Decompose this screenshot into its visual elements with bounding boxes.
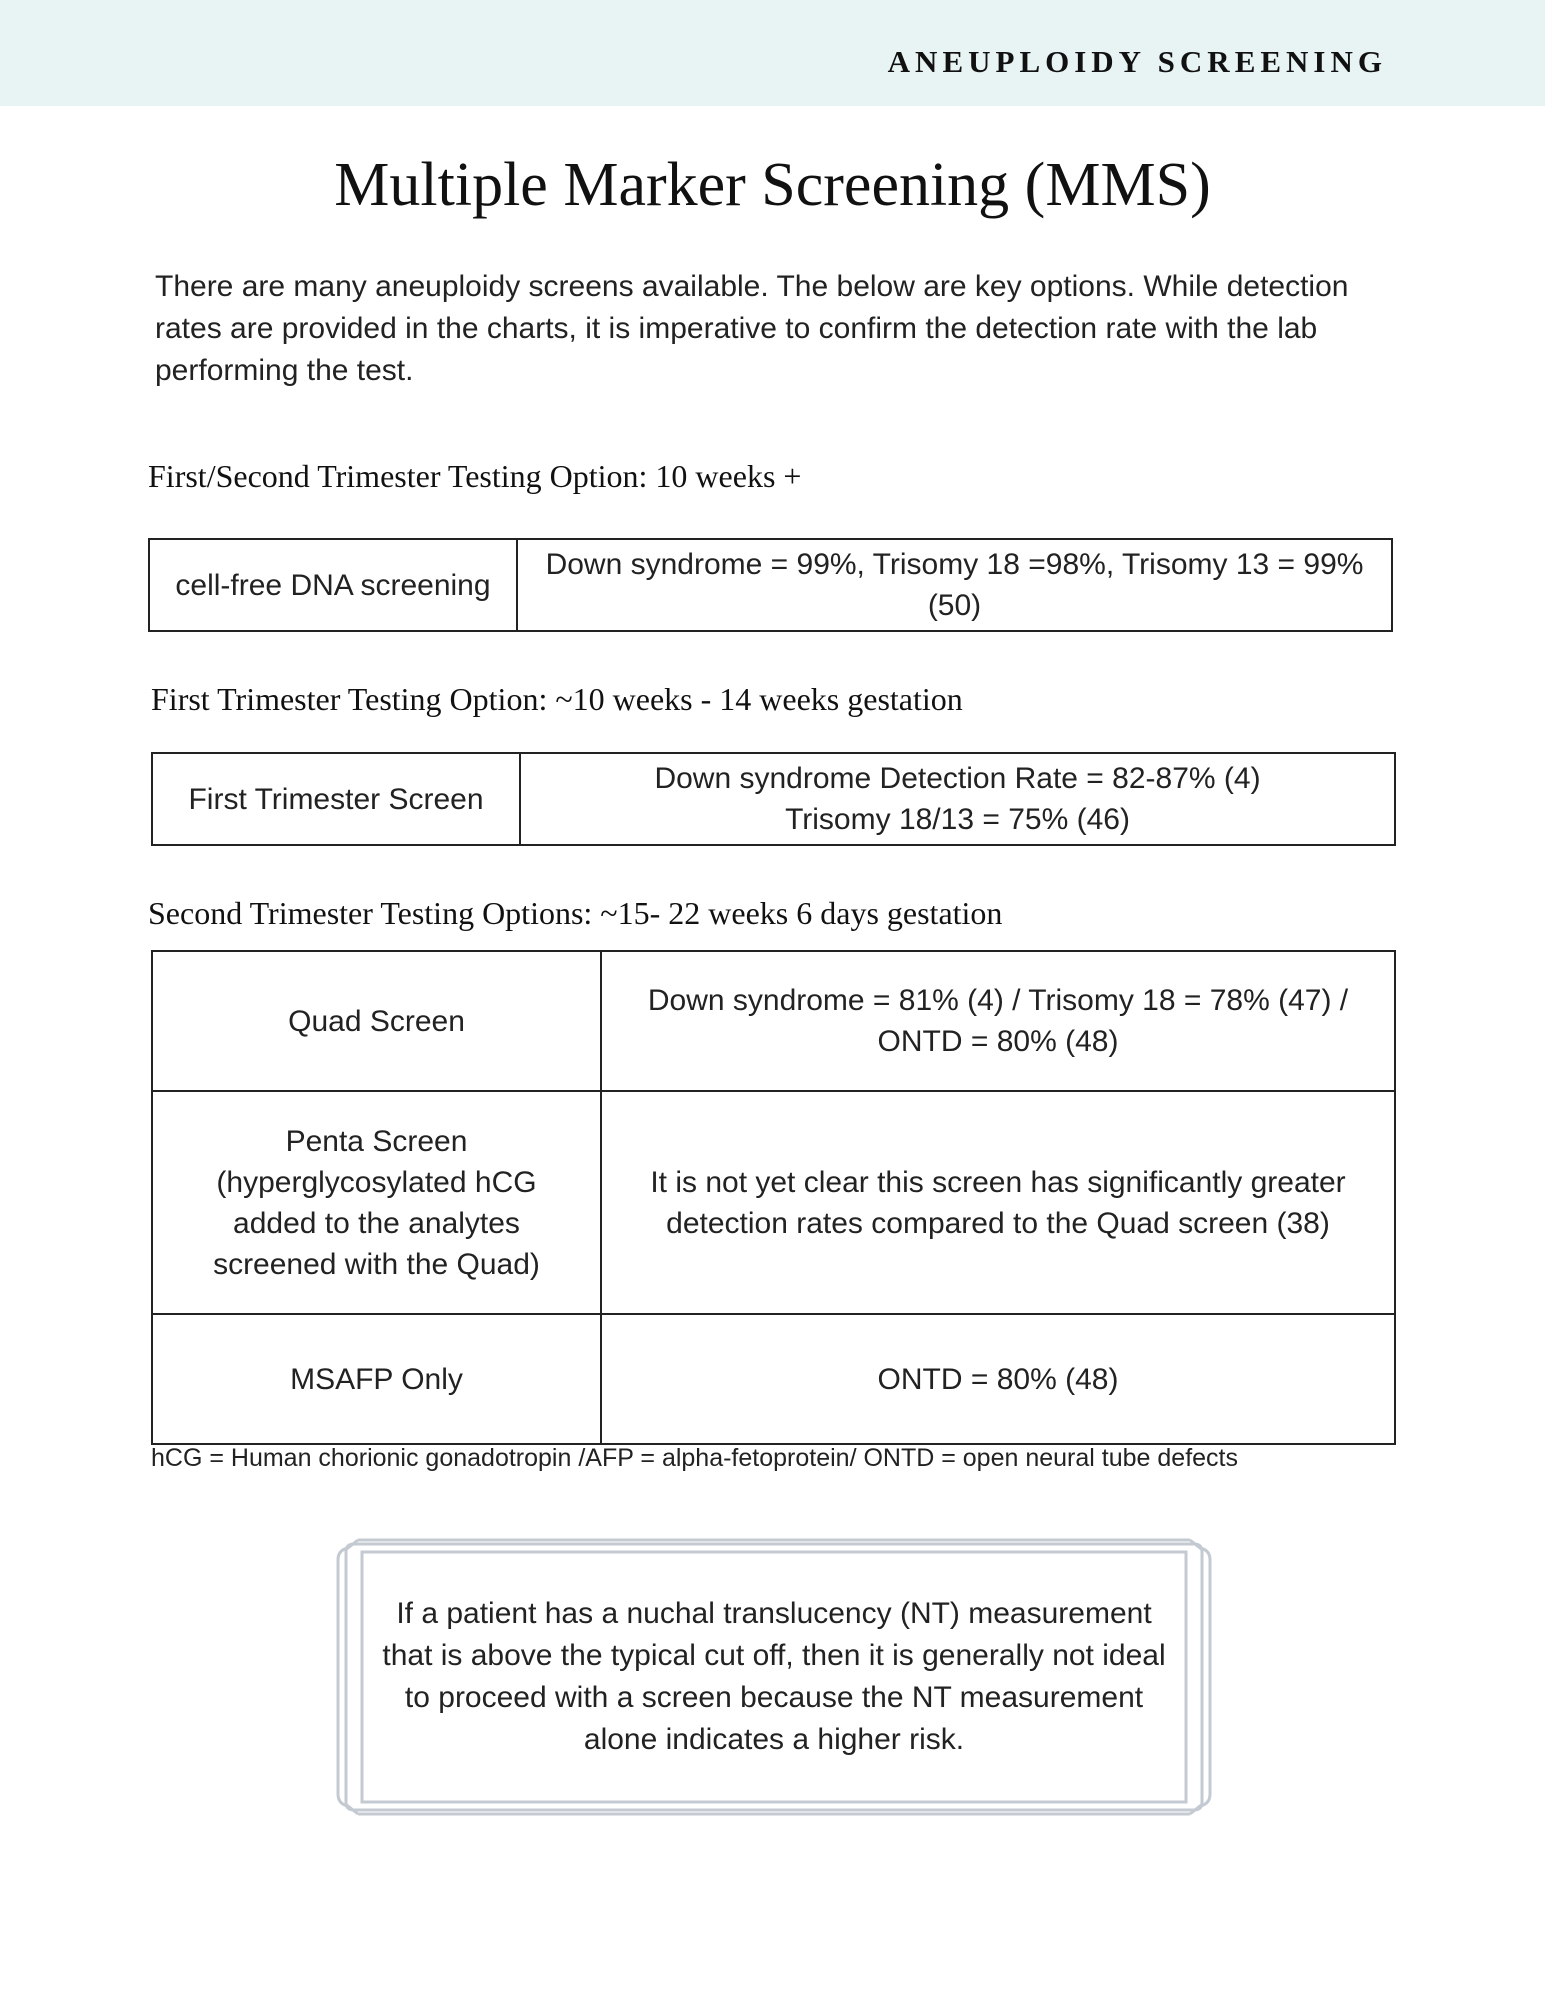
test-name-cell [152, 1314, 601, 1444]
detection-rate-cell [517, 539, 1392, 631]
detection-rate-cell [601, 1314, 1395, 1444]
first-trimester-table [151, 752, 1396, 846]
detection-rate-line: Down syndrome Detection Rate = 82-87% (4) [654, 762, 1261, 795]
test-name: MSAFP Only [290, 1362, 463, 1396]
header-label: ANEUPLOIDY SCREENING [887, 44, 1387, 79]
section-heading-first-second-trimester: First/Second Trimester Testing Option: 10 weeks + [148, 458, 802, 494]
detection-rate-line: Trisomy 18/13 = 75% (46) [785, 803, 1130, 836]
section-heading-first-trimester: First Trimester Testing Option: ~10 weeks - 14 weeks gestation [151, 681, 963, 717]
detection-rate: Down syndrome = 81% (4) / Trisomy 18 = 78% (47) / ONTD = 80% (48) [647, 984, 1349, 1058]
test-name-cell [152, 753, 520, 845]
test-name: Quad Screen [288, 1004, 465, 1038]
second-trimester-table [151, 950, 1396, 1445]
cfdna-table [148, 538, 1393, 632]
detection-rate-cell [601, 1091, 1395, 1314]
table-row [152, 1314, 1395, 1444]
table-row [149, 539, 1392, 631]
test-name-cell [152, 1091, 601, 1314]
test-name: cell-free DNA screening [175, 568, 491, 602]
detection-rate: It is not yet clear this screen has significantly greater detection rates compared to the Quad screen (38) [650, 1165, 1346, 1240]
page-title: Multiple Marker Screening (MMS) [334, 151, 1211, 219]
detection-rate: ONTD = 80% (48) [877, 1362, 1119, 1396]
intro-paragraph: There are many aneuploidy screens available. The below are key options. While detection rates are provided in the charts, it is imperative to confirm the detection rate with the lab performing the test. [155, 270, 1349, 387]
detection-rate-cell [520, 753, 1395, 845]
section-heading-second-trimester: Second Trimester Testing Options: ~15- 22 weeks 6 days gestation [148, 895, 1003, 931]
table-row [152, 753, 1395, 845]
callout-text: If a patient has a nuchal translucency (NT) measurement that is above the typical cut off, then it is generally not ideal to proceed with a screen because the NT measurement alone indicates a higher risk. [382, 1597, 1166, 1756]
abbreviations-footnote: hCG = Human chorionic gonadotropin /AFP = alpha-fetoprotein/ ONTD = open neural tube defects [151, 1444, 1238, 1472]
table-row [152, 1091, 1395, 1314]
nt-callout [336, 1538, 1212, 1816]
test-name: First Trimester Screen [188, 782, 484, 816]
test-name-cell [152, 951, 601, 1091]
detection-rate-cell [601, 951, 1395, 1091]
detection-rate: Down syndrome = 99%, Trisomy 18 =98%, Trisomy 13 = 99% (50) [545, 548, 1364, 622]
test-name-cell [149, 539, 517, 631]
test-name: Penta Screen (hyperglycosylated hCG added to the analytes screened with the Quad) [213, 1124, 540, 1281]
table-row [152, 951, 1395, 1091]
